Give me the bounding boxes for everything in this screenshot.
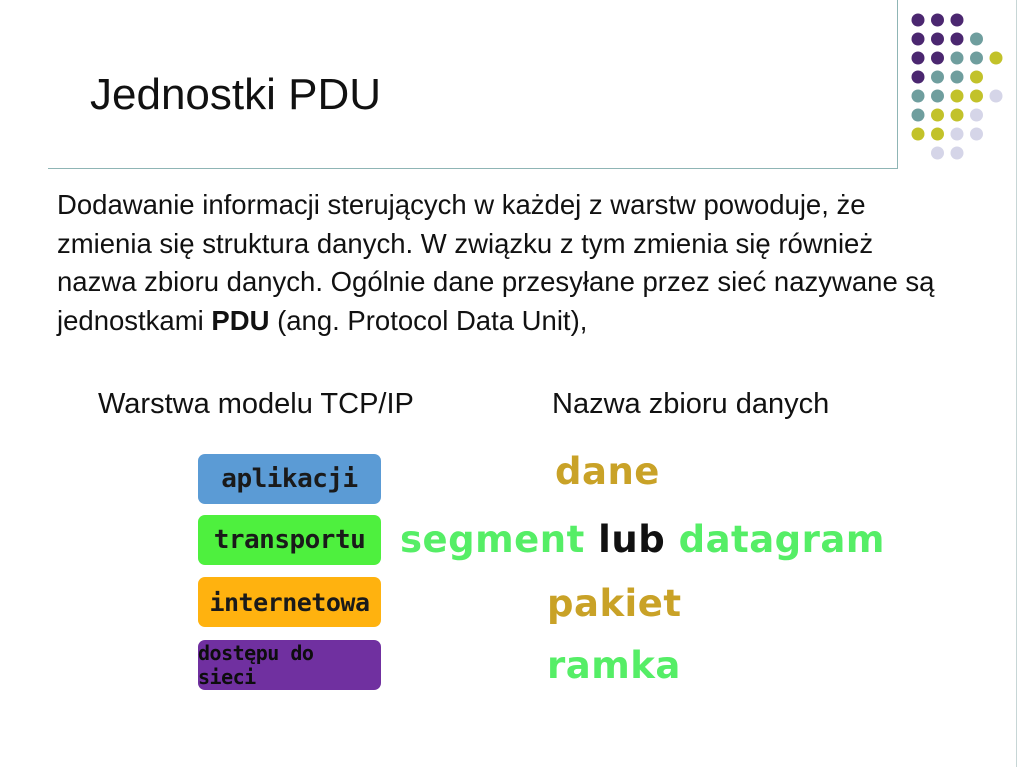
column-header-data-name: Nazwa zbioru danych (552, 388, 830, 420)
decorative-dot (912, 90, 925, 103)
decorative-dot (970, 128, 983, 141)
description-text-end: (ang. Protocol Data Unit), (269, 304, 588, 336)
decorative-dot (990, 52, 1003, 65)
pdu-application: dane (555, 450, 660, 493)
pdu-segment: segment (400, 518, 585, 561)
decorative-dot (931, 128, 944, 141)
title-divider-vertical (897, 0, 898, 169)
decorative-dot (970, 33, 983, 46)
decorative-dot (970, 52, 983, 65)
pdu-internet: pakiet (547, 582, 682, 625)
decorative-dot (931, 147, 944, 160)
decorative-dot (951, 109, 964, 122)
decorative-dot (951, 147, 964, 160)
column-header-layer: Warstwa modelu TCP/IP (98, 388, 414, 420)
decorative-dot (931, 71, 944, 84)
pdu-datagram: datagram (678, 518, 885, 561)
decorative-dot (951, 52, 964, 65)
decorative-dot (970, 90, 983, 103)
decorative-dot (970, 71, 983, 84)
layer-transport: transportu (198, 515, 381, 565)
decorative-dot (931, 52, 944, 65)
description-paragraph (57, 186, 957, 340)
decorative-dot (912, 52, 925, 65)
description-text: Dodawanie informacji sterujących w każdej z warstw powoduje, że zmienia się struktura danych. W związku z tym zmienia się również nazwa zbioru danych. Ogólnie dane przesyłane przez sieć nazywane są jednostkami (57, 189, 935, 336)
layer-application: aplikacji (198, 454, 381, 504)
decorative-dot (931, 90, 944, 103)
pdu-transport (400, 518, 885, 561)
decorative-dot (990, 90, 1003, 103)
decorative-dot (951, 14, 964, 27)
decorative-dot (951, 33, 964, 46)
pdu-or: lub (598, 518, 666, 561)
decorative-dot (951, 71, 964, 84)
decorative-dot (931, 109, 944, 122)
decorative-dot (970, 109, 983, 122)
decorative-dot (951, 128, 964, 141)
pdu-link: ramka (547, 644, 681, 687)
decorative-dot (931, 14, 944, 27)
decorative-dot (951, 90, 964, 103)
layer-internet: internetowa (198, 577, 381, 627)
decorative-dot (912, 33, 925, 46)
decorative-dot (912, 14, 925, 27)
decorative-dot (912, 128, 925, 141)
page-title: Jednostki PDU (90, 70, 382, 119)
description-bold-pdu: PDU (211, 304, 270, 336)
title-underline (48, 168, 898, 169)
decorative-dot (912, 71, 925, 84)
decorative-dot (912, 109, 925, 122)
layer-link: dostępu do sieci (198, 640, 381, 690)
decorative-dot (931, 33, 944, 46)
